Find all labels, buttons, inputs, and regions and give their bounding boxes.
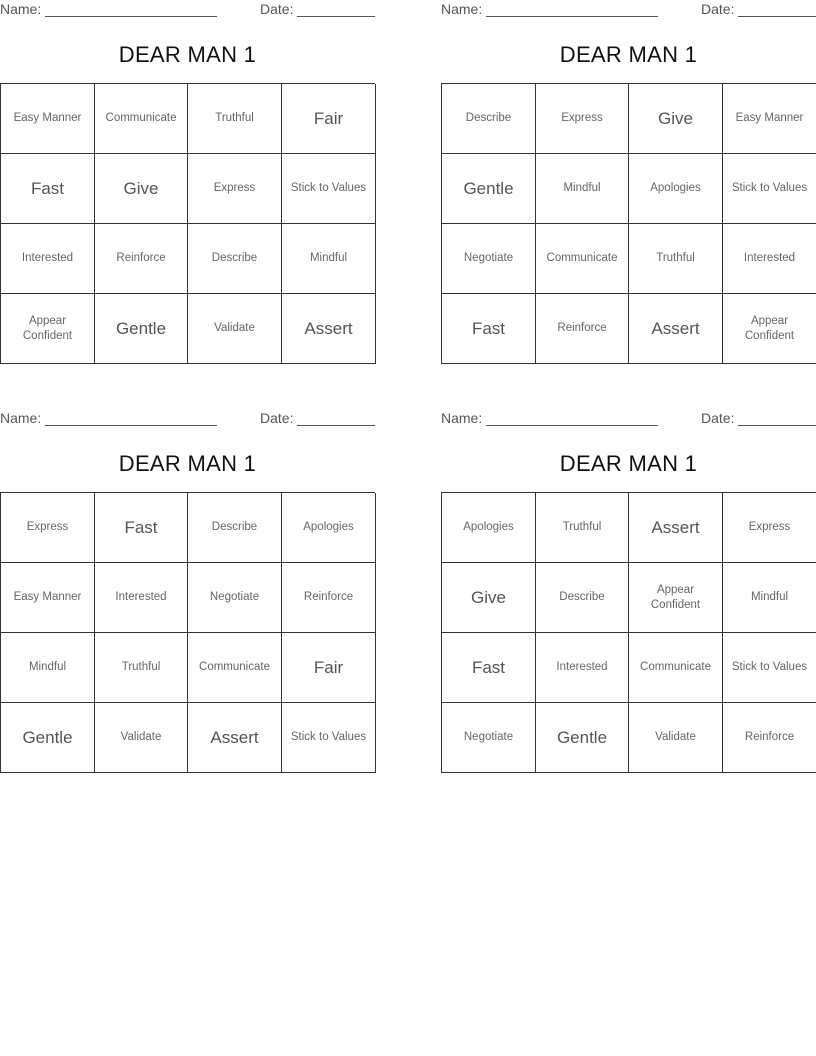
bingo-cell: Stick to Values — [282, 154, 376, 224]
bingo-cell: Describe — [442, 84, 536, 154]
card-title: DEAR MAN 1 — [559, 451, 698, 476]
bingo-cell: Reinforce — [282, 563, 376, 633]
bingo-card-3 — [0, 409, 375, 781]
bingo-cell: Fast — [442, 633, 536, 703]
bingo-cell: Interested — [536, 633, 629, 703]
bingo-cell: Describe — [188, 224, 282, 294]
card-title: DEAR MAN 1 — [118, 42, 257, 67]
bingo-cell: Gentle — [536, 703, 629, 773]
bingo-cell: Reinforce — [536, 294, 629, 364]
bingo-cell: Gentle — [95, 294, 188, 364]
date-blank-line — [297, 16, 375, 17]
bingo-cell: Gentle — [442, 154, 536, 224]
bingo-cell: Interested — [95, 563, 188, 633]
bingo-cell: Give — [629, 84, 723, 154]
bingo-cell: Validate — [629, 703, 723, 773]
date-label: Date: — [260, 1, 294, 17]
bingo-cell: Fast — [95, 493, 188, 563]
bingo-cell: Communicate — [188, 633, 282, 703]
bingo-cell: Easy Manner — [723, 84, 816, 154]
bingo-cell: Apologies — [442, 493, 536, 563]
name-label: Name: — [441, 410, 483, 426]
bingo-cell: Describe — [536, 563, 629, 633]
bingo-cell: Stick to Values — [723, 154, 816, 224]
bingo-cell: Give — [442, 563, 536, 633]
bingo-cell: Express — [536, 84, 629, 154]
bingo-card-2 — [441, 0, 816, 372]
bingo-card-1 — [0, 0, 375, 372]
bingo-card-4 — [441, 409, 816, 781]
bingo-cell: Apologies — [629, 154, 723, 224]
bingo-cell: Assert — [629, 493, 723, 563]
bingo-cell: Truthful — [188, 84, 282, 154]
bingo-cell: Fast — [442, 294, 536, 364]
bingo-cell: Easy Manner — [1, 84, 95, 154]
date-blank-line — [738, 16, 816, 17]
card-header — [441, 1, 816, 21]
date-label: Date: — [701, 1, 735, 17]
bingo-cell: Gentle — [1, 703, 95, 773]
bingo-cell: Negotiate — [442, 703, 536, 773]
bingo-cell: Express — [188, 154, 282, 224]
name-blank-line — [486, 425, 658, 426]
bingo-cell: Mindful — [723, 563, 816, 633]
bingo-cell: Easy Manner — [1, 563, 95, 633]
bingo-cell: Give — [95, 154, 188, 224]
bingo-grid — [0, 83, 375, 364]
bingo-cell: Appear Confident — [723, 294, 816, 364]
bingo-cell: Negotiate — [442, 224, 536, 294]
date-blank-line — [738, 425, 816, 426]
name-blank-line — [45, 16, 217, 17]
bingo-cell: Apologies — [282, 493, 376, 563]
bingo-cell: Mindful — [282, 224, 376, 294]
card-header — [441, 410, 816, 430]
bingo-cell: Assert — [629, 294, 723, 364]
card-title: DEAR MAN 1 — [118, 451, 257, 476]
date-label: Date: — [701, 410, 735, 426]
bingo-cell: Validate — [188, 294, 282, 364]
bingo-grid — [0, 492, 375, 773]
bingo-cell: Mindful — [536, 154, 629, 224]
bingo-cell: Stick to Values — [282, 703, 376, 773]
bingo-cell: Assert — [188, 703, 282, 773]
card-header — [0, 1, 375, 21]
bingo-cell: Appear Confident — [1, 294, 95, 364]
name-blank-line — [45, 425, 217, 426]
bingo-cell: Describe — [188, 493, 282, 563]
name-label: Name: — [0, 410, 42, 426]
bingo-cell: Mindful — [1, 633, 95, 703]
bingo-cell: Fair — [282, 633, 376, 703]
bingo-cell: Express — [723, 493, 816, 563]
name-label: Name: — [0, 1, 42, 17]
bingo-cell: Truthful — [629, 224, 723, 294]
bingo-cell: Validate — [95, 703, 188, 773]
bingo-cell: Stick to Values — [723, 633, 816, 703]
bingo-cell: Assert — [282, 294, 376, 364]
bingo-cell: Fair — [282, 84, 376, 154]
bingo-cell: Fast — [1, 154, 95, 224]
bingo-cell: Communicate — [536, 224, 629, 294]
card-header — [0, 410, 375, 430]
bingo-grid — [441, 492, 816, 773]
name-blank-line — [486, 16, 658, 17]
bingo-cell: Truthful — [95, 633, 188, 703]
bingo-cell: Truthful — [536, 493, 629, 563]
bingo-cell: Reinforce — [95, 224, 188, 294]
bingo-cell: Negotiate — [188, 563, 282, 633]
date-blank-line — [297, 425, 375, 426]
bingo-cell: Interested — [1, 224, 95, 294]
bingo-cell: Express — [1, 493, 95, 563]
card-title: DEAR MAN 1 — [559, 42, 698, 67]
date-label: Date: — [260, 410, 294, 426]
bingo-grid — [441, 83, 816, 364]
bingo-cell: Reinforce — [723, 703, 816, 773]
name-label: Name: — [441, 1, 483, 17]
bingo-cell: Interested — [723, 224, 816, 294]
bingo-cell: Appear Confident — [629, 563, 723, 633]
bingo-cell: Communicate — [629, 633, 723, 703]
bingo-cell: Communicate — [95, 84, 188, 154]
